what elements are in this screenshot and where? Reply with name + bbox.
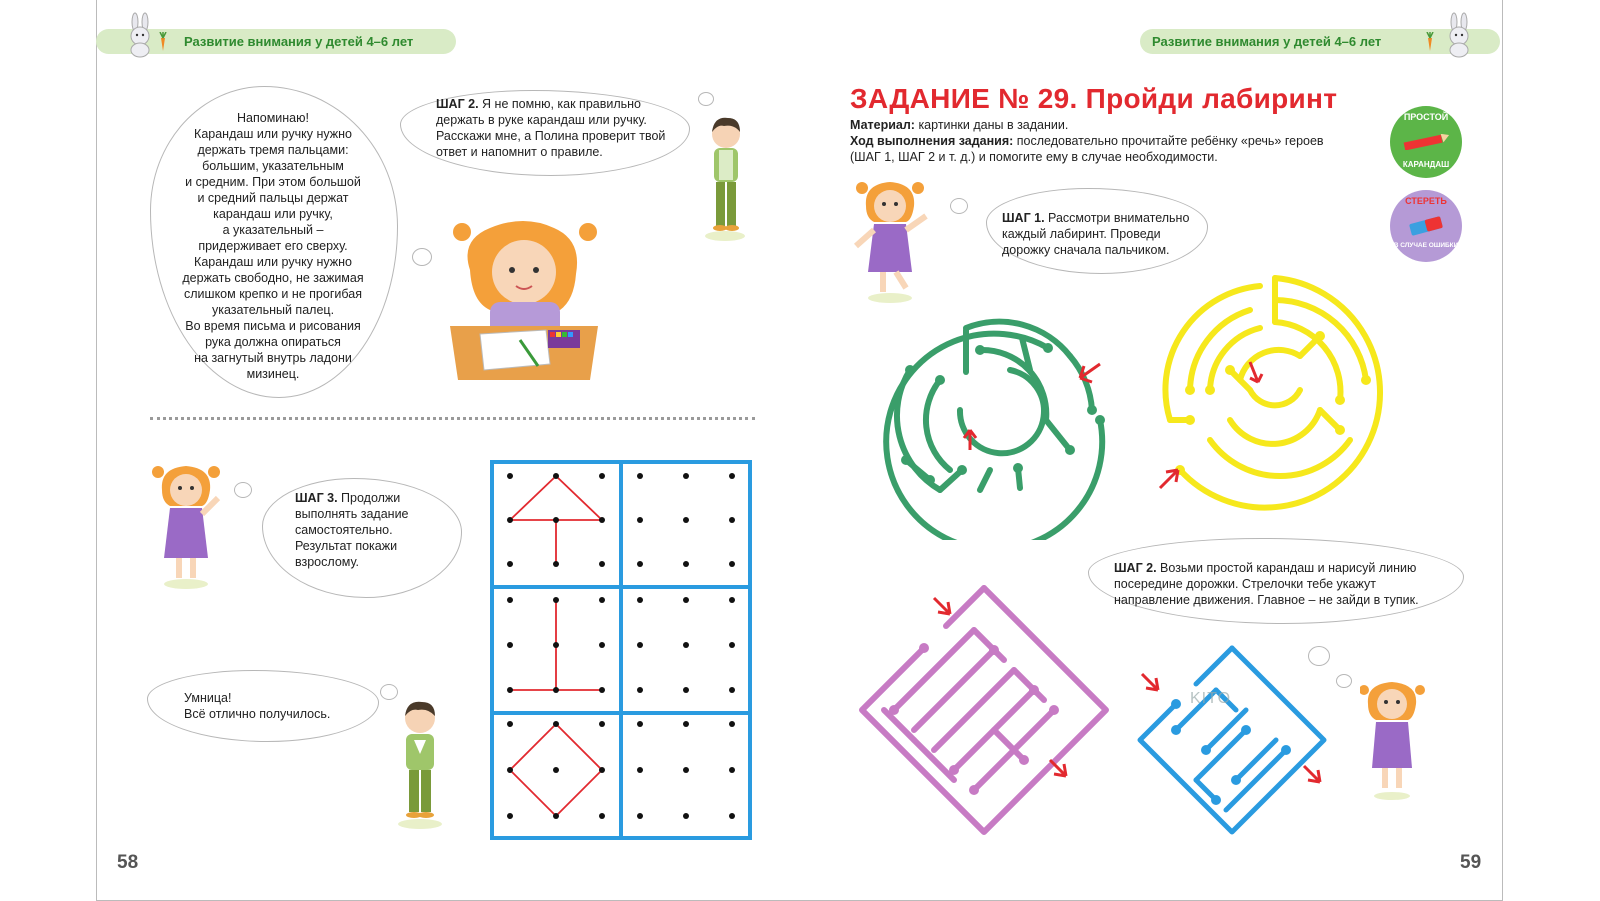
grid-dot	[599, 721, 605, 727]
reminder-line: а указательный –	[222, 223, 324, 237]
bunny-icon	[124, 12, 158, 58]
step-line: держать в руке карандаш или ручку.	[436, 113, 647, 127]
thought-puff	[234, 482, 252, 498]
progress-text: последовательно прочитайте ребёнку «речь» героев	[1013, 134, 1324, 148]
carrot-icon	[158, 32, 168, 52]
praise-line: Всё отлично получилось.	[184, 707, 331, 721]
grid-dot	[553, 813, 559, 819]
step2-text-left	[436, 96, 686, 160]
grid-dot	[507, 642, 513, 648]
grid-dot	[683, 813, 689, 819]
grid-dot	[637, 517, 643, 523]
grid-dot	[553, 767, 559, 773]
yellow-circular-maze	[1150, 270, 1400, 515]
grid-dot	[599, 687, 605, 693]
grid-dot	[683, 473, 689, 479]
eraser-icon	[1406, 214, 1446, 238]
pencil-icon	[1400, 134, 1452, 150]
step-line: самостоятельно.	[295, 523, 393, 537]
grid-dot	[507, 687, 513, 693]
grid-dot	[553, 473, 559, 479]
badge-label: СТЕРЕТЬ	[1405, 196, 1447, 206]
grid-dot	[507, 597, 513, 603]
example-line	[510, 770, 556, 816]
grid-dot	[507, 561, 513, 567]
purple-diamond-maze	[854, 580, 1114, 840]
step-line: дорожку сначала пальчиком.	[1002, 243, 1170, 257]
grid-dot	[553, 597, 559, 603]
girl-illustration	[850, 176, 940, 304]
badge-label: КАРАНДАШ	[1402, 160, 1450, 169]
step-line: посередине дорожки. Стрелочки тебе укажут	[1114, 577, 1376, 591]
grid-dot	[507, 813, 513, 819]
badge-label: В СЛУЧАЕ ОШИБКИ	[1393, 242, 1459, 249]
thought-puff	[1308, 646, 1330, 666]
boy-illustration	[392, 696, 448, 830]
grid-dot	[553, 721, 559, 727]
step-line: Результат покажи	[295, 539, 398, 553]
grid-dot	[599, 767, 605, 773]
praise-line: Умница!	[184, 691, 232, 705]
grid-dot	[637, 473, 643, 479]
dot-grid-exercise	[490, 460, 752, 840]
grid-dot	[637, 767, 643, 773]
reminder-line: карандаш или ручку,	[213, 207, 333, 221]
reminder-line: придерживает его сверху.	[198, 239, 348, 253]
grid-dot	[637, 721, 643, 727]
thought-puff	[698, 92, 714, 106]
grid-dot	[507, 721, 513, 727]
right-page-number: 59	[1460, 852, 1482, 873]
reminder-line: мизинец.	[246, 367, 300, 381]
reminder-line: рука должна опираться	[205, 335, 341, 349]
grid-dot	[637, 642, 643, 648]
grid-dot	[553, 517, 559, 523]
step-line: Расскажи мне, а Полина проверит твой	[436, 129, 666, 143]
reminder-line: Напоминаю!	[237, 111, 309, 125]
thought-puff	[950, 198, 968, 214]
step-line: ответ и напомнит о правиле.	[436, 145, 603, 159]
grid-dot	[599, 473, 605, 479]
grid-dot	[729, 473, 735, 479]
task-instructions	[850, 117, 1360, 165]
reminder-line: держать свободно, не зажимая	[182, 271, 364, 285]
grid-dot	[599, 642, 605, 648]
bunny-icon	[1443, 12, 1477, 58]
girl-illustration	[1360, 676, 1426, 802]
grid-dot	[507, 473, 513, 479]
reminder-line: Карандаш или ручку нужно	[194, 255, 352, 269]
thought-puff	[1336, 674, 1352, 688]
reminder-line: слишком крепко и не прогибая	[184, 287, 362, 301]
reminder-line: и средний пальцы держат	[197, 191, 349, 205]
grid-dot	[729, 813, 735, 819]
grid-dot	[729, 561, 735, 567]
reminder-line: Карандаш или ручку нужно	[194, 127, 352, 141]
reminder-line: на загнутый внутрь ладони	[194, 351, 352, 365]
boy-illustration	[700, 112, 750, 242]
step2-text-right	[1114, 560, 1454, 608]
left-page-number: 58	[117, 852, 139, 873]
example-line	[510, 476, 556, 520]
right-header-title: Развитие внимания у детей 4–6 лет	[1152, 34, 1382, 49]
example-line	[510, 724, 556, 770]
grid-dot	[553, 687, 559, 693]
left-header-title: Развитие внимания у детей 4–6 лет	[184, 34, 414, 49]
grid-dot	[683, 767, 689, 773]
grid-dot	[599, 561, 605, 567]
girl-illustration	[152, 460, 230, 590]
pencil-badge	[1390, 106, 1462, 178]
grid-dot	[729, 597, 735, 603]
grid-dot	[729, 721, 735, 727]
reminder-line: Во время письма и рисования	[185, 319, 361, 333]
example-line	[556, 724, 602, 770]
grid-dot	[599, 813, 605, 819]
thought-puff	[412, 248, 432, 266]
reminder-text	[163, 110, 383, 382]
reminder-line: и средним. При этом большой	[185, 175, 361, 189]
progress-text: (ШАГ 1, ШАГ 2 и т. д.) и помогите ему в случае необходимости.	[850, 150, 1218, 164]
step-label: ШАГ 2.	[436, 97, 479, 111]
task-title: ЗАДАНИЕ № 29. Пройди лабиринт	[850, 83, 1338, 114]
eraser-badge	[1390, 190, 1462, 262]
grid-dot	[553, 561, 559, 567]
reminder-line: держать тремя пальцами:	[197, 143, 349, 157]
step-line: каждый лабиринт. Проведи	[1002, 227, 1161, 241]
girl-drawing-illustration	[450, 210, 598, 390]
grid-dot	[729, 642, 735, 648]
step-line: направление движения. Главное – не зайди в тупик.	[1114, 593, 1419, 607]
grid-dot	[729, 687, 735, 693]
step1-text	[1002, 210, 1202, 258]
section-divider	[150, 417, 755, 420]
step-line: взрослому.	[295, 555, 359, 569]
carrot-icon	[1425, 32, 1435, 52]
praise-text	[184, 690, 374, 722]
example-line	[556, 770, 602, 816]
grid-dot	[637, 597, 643, 603]
badge-label: ПРОСТОЙ	[1403, 112, 1449, 122]
reminder-line: большим, указательным	[202, 159, 344, 173]
grid-dot	[599, 517, 605, 523]
grid-dot	[683, 517, 689, 523]
grid-dot	[637, 561, 643, 567]
step-line: выполнять задание	[295, 507, 409, 521]
grid-dot	[637, 687, 643, 693]
grid-dot	[599, 597, 605, 603]
grid-dot	[637, 813, 643, 819]
green-circular-maze	[870, 300, 1130, 540]
step-line: Я не помню, как правильно	[478, 97, 642, 111]
grid-dot	[683, 642, 689, 648]
watermark-text: KITO	[1190, 690, 1232, 707]
grid-dot	[729, 517, 735, 523]
grid-dot	[553, 642, 559, 648]
grid-dot	[507, 767, 513, 773]
step-line: Возьми простой карандаш и нарисуй линию	[1156, 561, 1417, 575]
material-label: Материал:	[850, 118, 915, 132]
grid-dot	[683, 721, 689, 727]
material-text: картинки даны в задании.	[914, 118, 1069, 132]
step-line: Продолжи	[337, 491, 401, 505]
step-label: ШАГ 2.	[1114, 561, 1157, 575]
step3-text	[295, 490, 455, 570]
step-label: ШАГ 3.	[295, 491, 338, 505]
grid-dot	[683, 597, 689, 603]
grid-dot	[507, 517, 513, 523]
grid-dot	[683, 687, 689, 693]
progress-label: Ход выполнения задания:	[850, 134, 1014, 148]
reminder-line: указательный палец.	[211, 303, 335, 317]
step-label: ШАГ 1.	[1002, 211, 1045, 225]
blue-diamond-maze	[1136, 640, 1336, 840]
step-line: Рассмотри внимательно	[1044, 211, 1190, 225]
example-line	[556, 476, 602, 520]
grid-dot	[729, 767, 735, 773]
grid-dot	[683, 561, 689, 567]
